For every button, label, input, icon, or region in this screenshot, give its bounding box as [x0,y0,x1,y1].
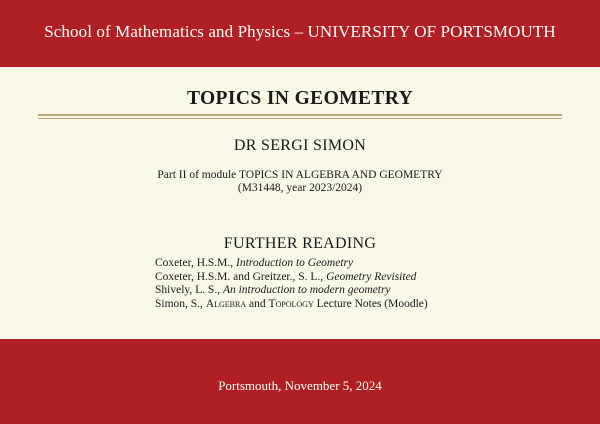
ref-title: An introduction to modern geometry [222,284,391,296]
ref-conjunction: and [246,297,269,310]
ref-title: Introduction to Geometry [236,257,354,269]
ref-subject-algebra: Algebra [205,297,247,310]
module-line-1: Part II of module TOPICS IN ALGEBRA AND GEOMETRY [157,169,443,181]
reference-item [155,257,428,271]
ref-title: Geometry Revisited [326,270,417,283]
ref-authors: Shively, L. S., [155,284,223,296]
document-title: TOPICS IN GEOMETRY [186,88,414,109]
ref-authors: Simon, S., [155,297,206,310]
author-name: DR SERGI SIMON [233,137,367,154]
module-line-2: (M31448, year 2023/2024) [237,182,363,194]
ref-subject-topology: Topology [268,297,314,310]
footer-banner [0,339,600,424]
ref-authors: Coxeter, H.S.M. and Greitzer., S. L., [155,270,327,283]
further-reading-heading: FURTHER READING [223,235,377,252]
ref-tail: Lecture Notes (Moodle) [313,297,428,310]
place-date: Portsmouth, November 5, 2024 [218,377,382,393]
title-rule [38,114,562,116]
title-rule-thin [38,118,562,119]
ref-authors: Coxeter, H.S.M., [155,257,236,269]
reference-item [155,284,428,298]
module-info [0,169,600,195]
banner-text: School of Mathematics and Physics – UNIVERSITY OF PORTSMOUTH [44,21,556,41]
header-banner [0,0,600,67]
reference-item [155,271,428,285]
reference-list [155,257,428,311]
reference-item [155,298,428,312]
